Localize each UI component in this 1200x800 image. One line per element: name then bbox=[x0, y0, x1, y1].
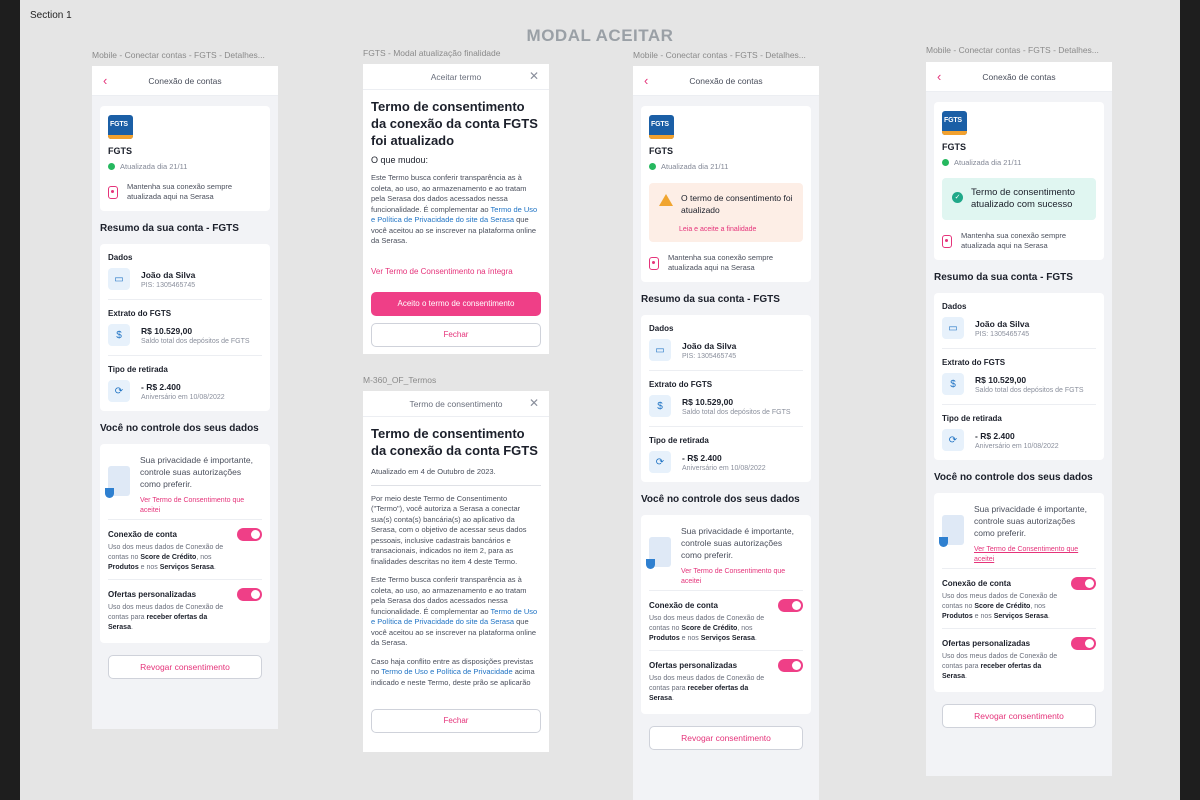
read-accept-link[interactable]: Leia e aceite a finalidade bbox=[679, 226, 757, 233]
extrato-label: Extrato do FGTS bbox=[108, 309, 172, 318]
id-card-icon: ▭ bbox=[649, 339, 671, 361]
privacy-text: Sua privacidade é importante, controle suas autorizações como preferir. bbox=[974, 504, 1087, 538]
toggle-title: Conexão de conta bbox=[942, 579, 1011, 588]
header-title: Conexão de contas bbox=[689, 76, 763, 86]
back-arrow-icon[interactable]: ‹ bbox=[644, 73, 649, 88]
retirada-sub: Aniversário em 10/08/2022 bbox=[682, 464, 766, 472]
notification-icon bbox=[942, 235, 952, 248]
summary-title: Resumo da sua conta - FGTS bbox=[100, 223, 239, 234]
toggle-account-connection bbox=[108, 519, 262, 579]
balance-sub: Saldo total dos depósitos de FGTS bbox=[975, 386, 1084, 394]
money-icon: $ bbox=[649, 395, 671, 417]
balance-row bbox=[108, 324, 262, 346]
fgts-logo-icon: FGTS bbox=[942, 111, 967, 135]
close-button[interactable]: Fechar bbox=[371, 323, 541, 347]
personalized-offers-switch[interactable] bbox=[237, 588, 262, 601]
terms-of-use-link[interactable]: Termo de Uso e Política de Privacidade do site da Serasa bbox=[371, 204, 538, 224]
fade-overlay bbox=[363, 687, 549, 705]
personalized-offers-switch[interactable] bbox=[778, 659, 803, 672]
user-row bbox=[649, 339, 803, 361]
frame-label: FGTS - Modal atualização finalidade bbox=[363, 48, 501, 58]
control-title: Você no controle dos seus dados bbox=[934, 472, 1093, 483]
revoke-consent-button[interactable]: Revogar consentimento bbox=[942, 704, 1096, 728]
toggle-description: Uso dos meus dados de Conexão de contas no Score de Crédito, nos Produtos e nos Serviços Serasa. bbox=[942, 593, 1058, 620]
back-arrow-icon[interactable]: ‹ bbox=[937, 69, 942, 84]
frame-label: Mobile - Conectar contas - FGTS - Detalhes... bbox=[926, 45, 1099, 55]
id-card-icon: ▭ bbox=[108, 268, 130, 290]
toggle-description: Uso dos meus dados de Conexão de contas no Score de Crédito, nos Produtos e nos Serviços Serasa. bbox=[649, 615, 765, 642]
toggle-title: Ofertas personalizadas bbox=[942, 639, 1031, 648]
toggle-personalized-offers bbox=[108, 579, 262, 639]
keep-connection-note: Mantenha sua conexão sempre atualizada aqui na Serasa bbox=[649, 253, 803, 273]
view-consent-link[interactable]: Ver Termo de Consentimento que aceitei bbox=[974, 546, 1079, 563]
privacy-card bbox=[641, 515, 811, 714]
section-label: Section 1 bbox=[30, 10, 72, 21]
toggle-account-connection bbox=[649, 590, 803, 650]
retirada-value: - R$ 2.400 bbox=[141, 381, 181, 392]
privacy-text: Sua privacidade é importante, controle suas autorizações como preferir. bbox=[140, 455, 253, 489]
success-text: Termo de consentimento atualizado com sucesso bbox=[971, 187, 1076, 210]
summary-title: Resumo da sua conta - FGTS bbox=[934, 272, 1073, 283]
close-button[interactable]: Fechar bbox=[371, 709, 541, 733]
phone-screen-1 bbox=[92, 66, 278, 729]
dados-label: Dados bbox=[108, 253, 133, 262]
toggle-personalized-offers bbox=[942, 628, 1096, 688]
user-pis: PIS: 1305465745 bbox=[682, 352, 737, 360]
summary-card bbox=[934, 293, 1104, 460]
what-changed-label: O que mudou: bbox=[371, 155, 429, 165]
retirada-row bbox=[942, 429, 1096, 451]
retirada-sub: Aniversário em 10/08/2022 bbox=[975, 442, 1059, 450]
status-updated: Atualizada dia 21/11 bbox=[942, 158, 1096, 167]
term-paragraph: Por meio deste Termo de Consentimento ("Termo"), você autoriza a Serasa a conectar sua(s) conta(s) bancária(s) ao aplicativo da Serasa, com o objetivo de acessar seus dados pessoais, inclusive cadastrais bancários e transacionais, indicados no item 2, para as finalidades descritas no item 4 deste Termo. bbox=[371, 493, 527, 566]
toggle-title: Ofertas personalizadas bbox=[108, 590, 197, 599]
privacy-block bbox=[108, 448, 262, 519]
success-alert bbox=[942, 178, 1096, 220]
toggle-account-connection bbox=[942, 568, 1096, 628]
view-consent-link[interactable]: Ver Termo de Consentimento que aceitei bbox=[140, 497, 245, 514]
warning-alert bbox=[649, 183, 803, 242]
modal-header-title: Aceitar termo bbox=[430, 72, 482, 82]
retirada-row bbox=[108, 380, 262, 402]
user-pis: PIS: 1305465745 bbox=[975, 330, 1030, 338]
toggle-description: Uso dos meus dados de Conexão de contas para receber ofertas da Serasa. bbox=[649, 675, 765, 702]
status-dot-icon bbox=[942, 159, 949, 166]
view-consent-link[interactable]: Ver Termo de Consentimento que aceitei bbox=[681, 568, 786, 585]
close-icon[interactable]: ✕ bbox=[528, 69, 539, 83]
user-name: João da Silva bbox=[141, 269, 196, 280]
notification-icon bbox=[649, 257, 659, 270]
privacy-block bbox=[942, 497, 1096, 568]
retirada-label: Tipo de retirada bbox=[942, 414, 1002, 423]
app-header bbox=[633, 66, 819, 96]
modal-title: Termo de consentimento da conexão da conta FGTS foi atualizado bbox=[371, 99, 538, 148]
balance-value: R$ 10.529,00 bbox=[141, 325, 193, 336]
privacy-block bbox=[649, 519, 803, 590]
summary-title: Resumo da sua conta - FGTS bbox=[641, 294, 780, 305]
term-paragraph: Este Termo busca conferir transparência as à coleta, ao uso, ao armazenamento e ao tratam pela Serasa dos dados acessados nessa funcionalidade. É complementar ao Termo de Uso e Política de Privacidade do site da Serasa que você aceitou ao se inscrever na plataforma online da Serasa. bbox=[371, 575, 538, 647]
user-row bbox=[942, 317, 1096, 339]
frame-label: Mobile - Conectar contas - FGTS - Detalhes... bbox=[633, 50, 806, 60]
account-connection-switch[interactable] bbox=[237, 528, 262, 541]
extrato-label: Extrato do FGTS bbox=[942, 358, 1006, 367]
status-dot-icon bbox=[649, 163, 656, 170]
privacy-shield-icon bbox=[108, 466, 130, 496]
toggle-personalized-offers bbox=[649, 650, 803, 710]
close-icon[interactable]: ✕ bbox=[528, 396, 539, 410]
toggle-title: Conexão de conta bbox=[649, 601, 718, 610]
app-header bbox=[92, 66, 278, 96]
bank-card bbox=[934, 102, 1104, 260]
back-arrow-icon[interactable]: ‹ bbox=[103, 73, 108, 88]
privacy-card bbox=[934, 493, 1104, 692]
revoke-consent-button[interactable]: Revogar consentimento bbox=[649, 726, 803, 750]
modal-scroll-body[interactable] bbox=[363, 417, 549, 705]
retirada-value: - R$ 2.400 bbox=[682, 452, 722, 463]
view-full-term-link[interactable]: Ver Termo de Consentimento na íntegra bbox=[371, 266, 513, 276]
phone-screen-warning bbox=[633, 66, 819, 800]
retirada-label: Tipo de retirada bbox=[649, 436, 709, 445]
modal-body bbox=[363, 90, 549, 347]
fgts-logo-icon: FGTS bbox=[108, 115, 133, 139]
consent-term-modal bbox=[363, 391, 549, 752]
dados-label: Dados bbox=[649, 324, 674, 333]
bank-name: FGTS bbox=[649, 146, 673, 156]
header-title: Conexão de contas bbox=[148, 76, 222, 86]
modal-paragraph: Este Termo busca conferir transparência as à coleta, ao uso, ao armazenamento e ao tratam pela Serasa dos dados acessados nessa funcionalidade. É complementar ao Termo de Uso e Política de Privacidade do site da Serasa que você aceitou ao se inscrever na plataforma online da Serasa. bbox=[371, 173, 538, 245]
updated-date: Atualizado em 4 de Outubro de 2023. bbox=[371, 467, 496, 476]
retirada-row bbox=[649, 451, 803, 473]
toggle-description: Uso dos meus dados de Conexão de contas para receber ofertas da Serasa. bbox=[942, 653, 1058, 680]
accept-term-modal bbox=[363, 64, 549, 354]
account-connection-switch[interactable] bbox=[778, 599, 803, 612]
toggle-description: Uso dos meus dados de Conexão de contas no Score de Crédito, nos Produtos e nos Serviços Serasa. bbox=[108, 544, 224, 571]
status-dot-icon bbox=[108, 163, 115, 170]
control-title: Você no controle dos seus dados bbox=[100, 423, 259, 434]
keep-connection-note: Mantenha sua conexão sempre atualizada aqui na Serasa bbox=[942, 231, 1096, 251]
board-title: MODAL ACEITAR bbox=[526, 26, 674, 45]
terms-of-use-link[interactable]: Termo de Uso e Política de Privacidade bbox=[381, 667, 513, 676]
term-paragraph: Caso haja conflito entre as disposições previstas no Termo de Uso e Política de Privacidade acima indicado e neste Termo, deste prão se aplicarão bbox=[371, 656, 535, 687]
frame-label: M-360_OF_Termos bbox=[363, 375, 437, 385]
balance-row bbox=[649, 395, 803, 417]
status-updated: Atualizada dia 21/11 bbox=[108, 162, 262, 171]
privacy-shield-icon bbox=[942, 515, 964, 545]
summary-card bbox=[641, 315, 811, 482]
user-pis: PIS: 1305465745 bbox=[141, 281, 196, 289]
divider bbox=[371, 485, 541, 486]
id-card-icon: ▭ bbox=[942, 317, 964, 339]
accept-term-button[interactable]: Aceito o termo de consentimento bbox=[371, 292, 541, 316]
retirada-label: Tipo de retirada bbox=[108, 365, 168, 374]
warning-text: O termo de consentimento foi atualizado bbox=[681, 193, 793, 215]
toggle-title: Conexão de conta bbox=[108, 530, 177, 539]
balance-value: R$ 10.529,00 bbox=[682, 396, 734, 407]
account-connection-switch[interactable] bbox=[1071, 577, 1096, 590]
retirada-value: - R$ 2.400 bbox=[975, 430, 1015, 441]
user-row bbox=[108, 268, 262, 290]
status-updated: Atualizada dia 21/11 bbox=[649, 162, 803, 171]
control-title: Você no controle dos seus dados bbox=[641, 494, 800, 505]
privacy-text: Sua privacidade é importante, controle suas autorizações como preferir. bbox=[681, 526, 794, 560]
notification-icon bbox=[108, 186, 118, 199]
withdraw-icon: ⟳ bbox=[108, 380, 130, 402]
money-icon: $ bbox=[942, 373, 964, 395]
retirada-sub: Aniversário em 10/08/2022 bbox=[141, 393, 225, 401]
withdraw-icon: ⟳ bbox=[942, 429, 964, 451]
fgts-logo-icon: FGTS bbox=[649, 115, 674, 139]
extrato-label: Extrato do FGTS bbox=[649, 380, 713, 389]
user-name: João da Silva bbox=[975, 318, 1030, 329]
modal-header bbox=[363, 391, 549, 417]
summary-card bbox=[100, 244, 270, 411]
toggle-title: Ofertas personalizadas bbox=[649, 661, 738, 670]
withdraw-icon: ⟳ bbox=[649, 451, 671, 473]
bank-card bbox=[100, 106, 270, 211]
bank-name: FGTS bbox=[942, 142, 966, 152]
balance-sub: Saldo total dos depósitos de FGTS bbox=[141, 337, 250, 345]
revoke-consent-button[interactable]: Revogar consentimento bbox=[108, 655, 262, 679]
toggle-description: Uso dos meus dados de Conexão de contas para receber ofertas da Serasa. bbox=[108, 604, 224, 631]
dados-label: Dados bbox=[942, 302, 967, 311]
balance-row bbox=[942, 373, 1096, 395]
warning-icon bbox=[659, 194, 673, 206]
privacy-shield-icon bbox=[649, 537, 671, 567]
check-circle-icon: ✓ bbox=[952, 192, 963, 203]
app-header bbox=[926, 62, 1112, 92]
phone-screen-success bbox=[926, 62, 1112, 776]
user-name: João da Silva bbox=[682, 340, 737, 351]
terms-of-use-link[interactable]: Termo de Uso e Política de Privacidade do site da Serasa bbox=[371, 606, 538, 626]
privacy-card bbox=[100, 444, 270, 643]
personalized-offers-switch[interactable] bbox=[1071, 637, 1096, 650]
modal-header-title: Termo de consentimento bbox=[409, 399, 503, 409]
balance-value: R$ 10.529,00 bbox=[975, 374, 1027, 385]
frame-label: Mobile - Conectar contas - FGTS - Detalhes... bbox=[92, 50, 265, 60]
bank-card bbox=[641, 106, 811, 282]
modal-title: Termo de consentimento da conexão da conta FGTS bbox=[371, 426, 538, 458]
keep-connection-note: Mantenha sua conexão sempre atualizada aqui na Serasa bbox=[108, 182, 262, 202]
balance-sub: Saldo total dos depósitos de FGTS bbox=[682, 408, 791, 416]
modal-header bbox=[363, 64, 549, 90]
bank-name: FGTS bbox=[108, 146, 132, 156]
money-icon: $ bbox=[108, 324, 130, 346]
header-title: Conexão de contas bbox=[982, 72, 1056, 82]
modal-footer bbox=[363, 705, 549, 733]
